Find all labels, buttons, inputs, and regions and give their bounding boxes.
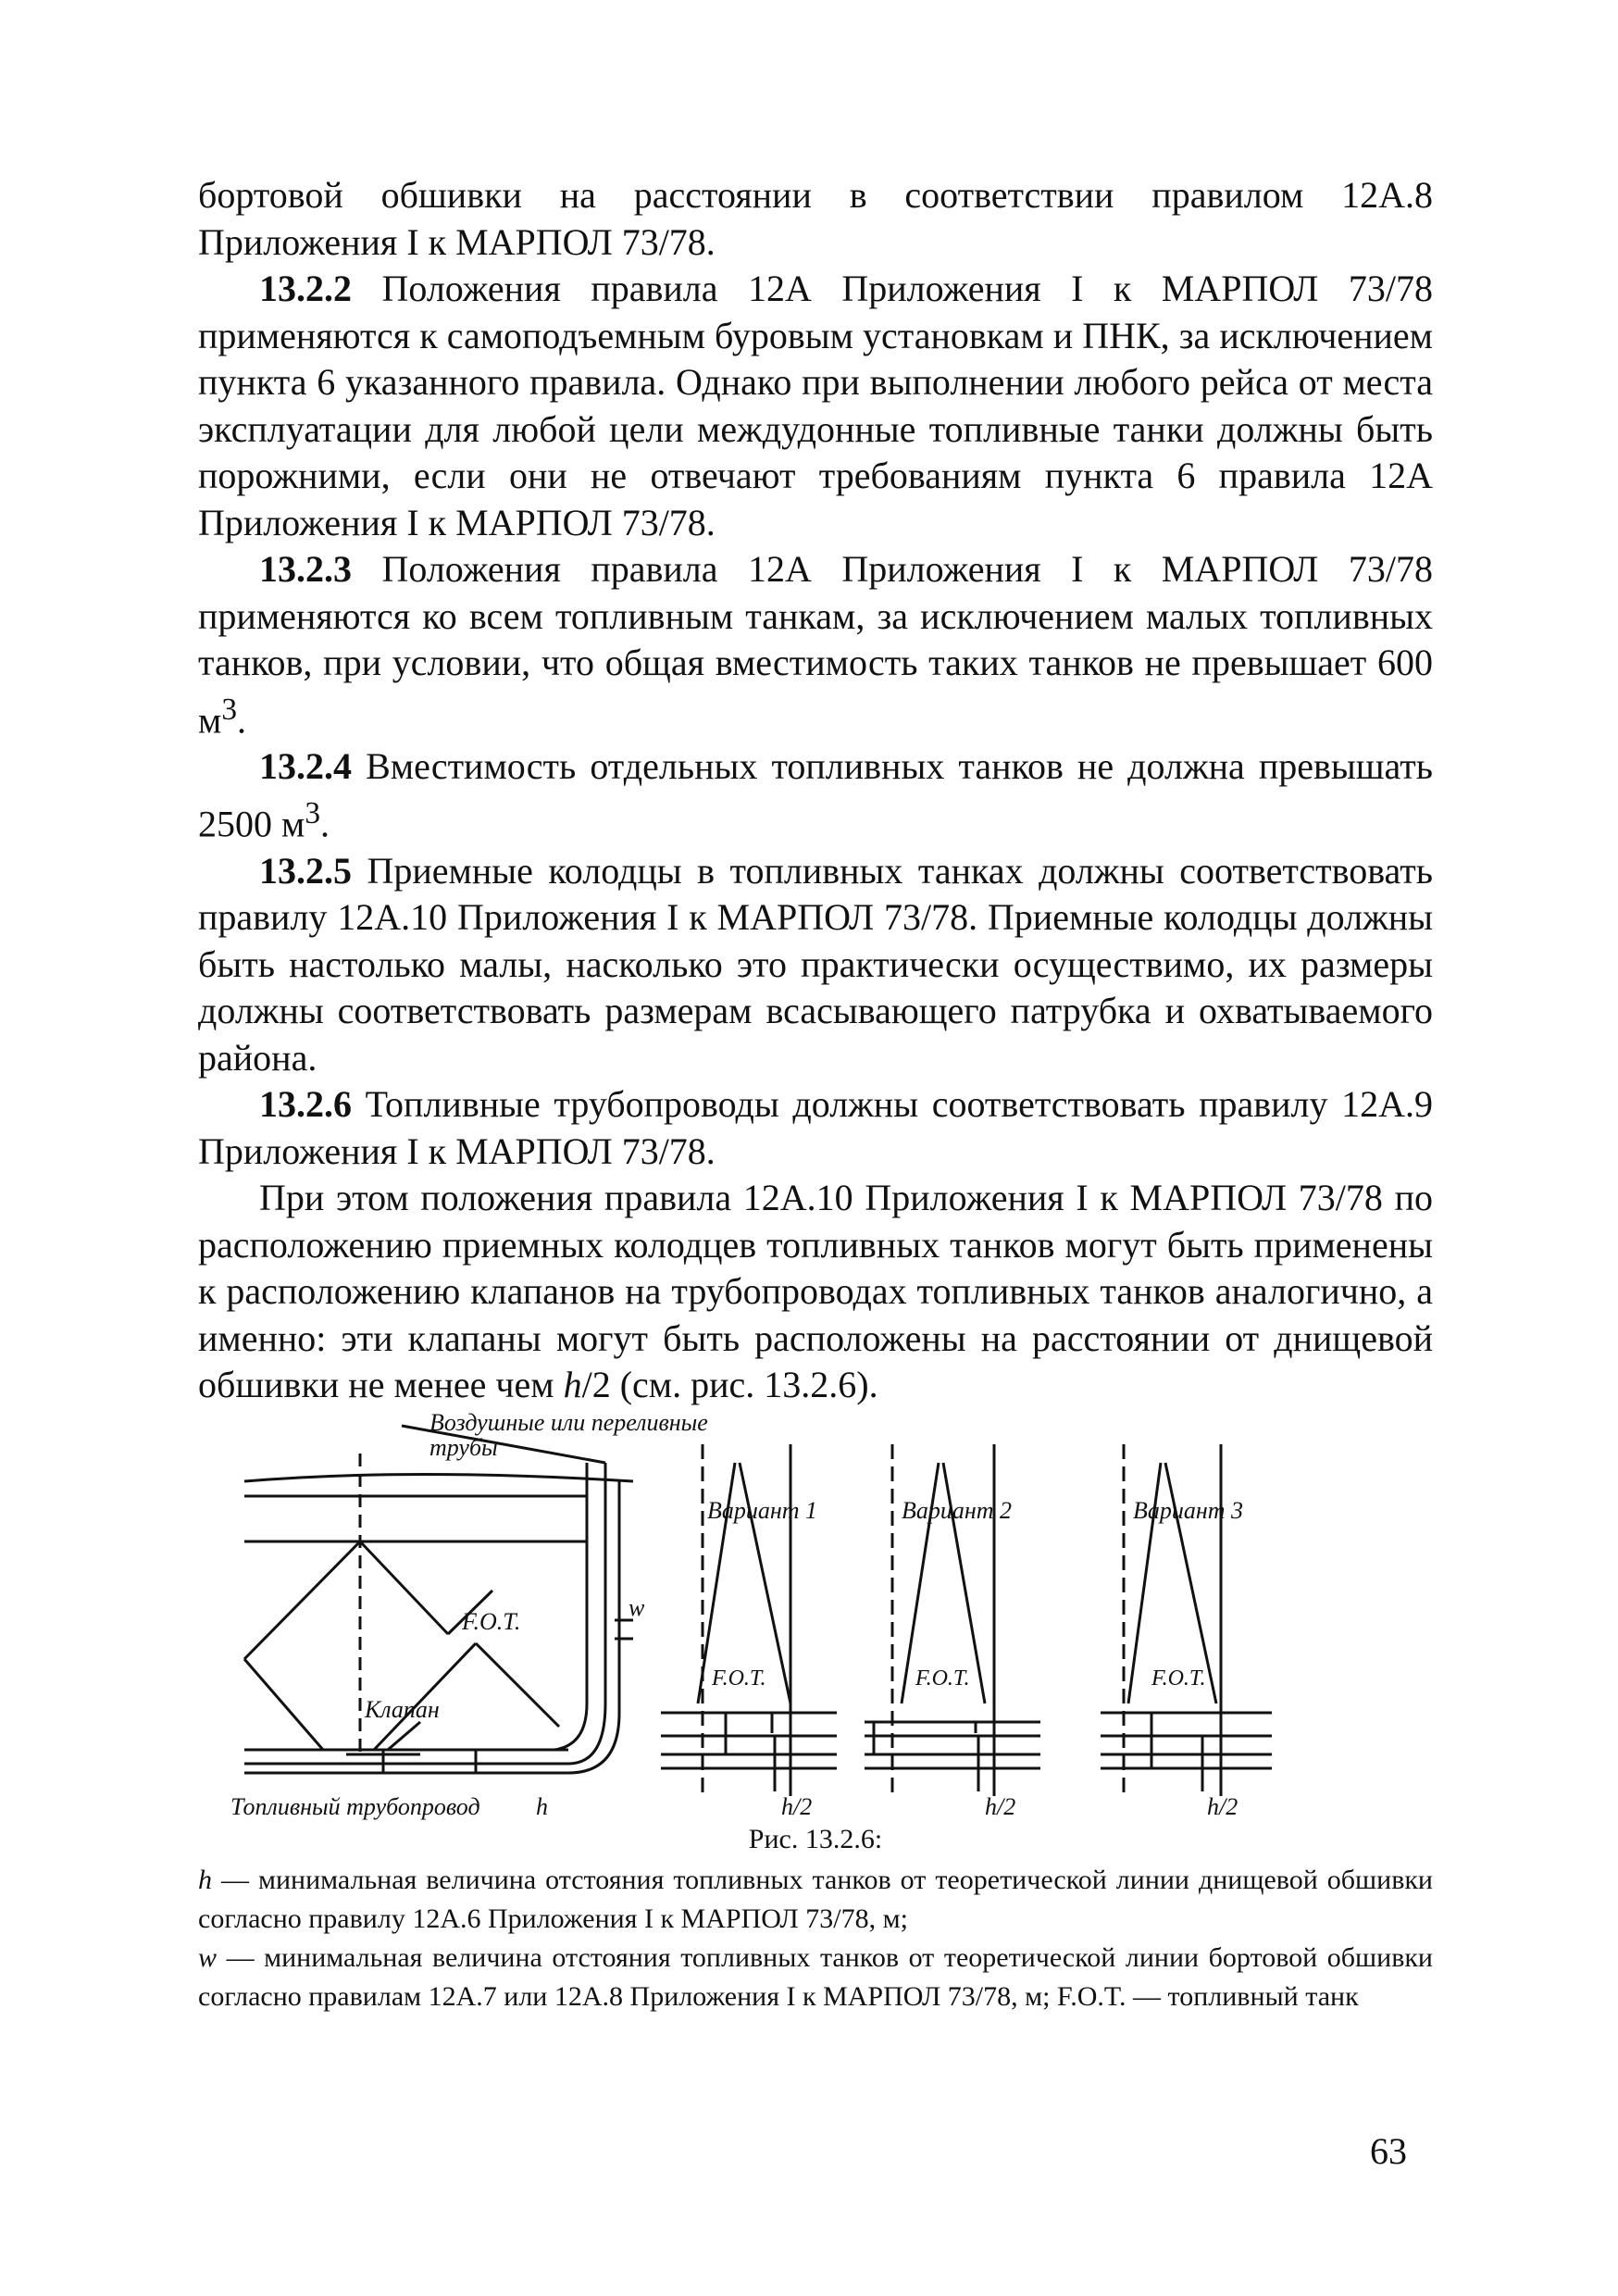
caption-h-definition: h — минимальная величина отстояния топливных танков от теоретической линии днищевой обшивки согласно правилу 12А.6 Приложения I к МАРПОЛ 73/78, м; bbox=[198, 1865, 1433, 1934]
label-h2-v2: h/2 bbox=[985, 1793, 1016, 1820]
clause-number: 13.2.4 bbox=[259, 745, 352, 788]
paragraph-13-2-4: 13.2.4 Вместимость отдельных топливных танков не должна превышать 2500 $м^3$. bbox=[198, 745, 1433, 845]
paragraph-13-2-2: 13.2.2 Положения правила 12А Приложения I к МАРПОЛ 73/78 применяются к самоподъемным буровым установкам и ПНК, за исключением пункта 6 указанного правила. Однако при выполнении любого рейса от места эксплуатации для любой цели междудонные топливные танки должны быть порожними, если они не отвечают требованиям пункта 6 правила 12А Приложения I к МАРПОЛ 73/78. bbox=[198, 268, 1433, 543]
label-fot-v1: F.O.T. bbox=[712, 1666, 766, 1691]
label-fuel-pipe: Топливный трубопровод bbox=[230, 1793, 480, 1820]
label-h2-v1: h/2 bbox=[781, 1793, 813, 1820]
clause-number: 13.2.6 bbox=[259, 1083, 352, 1126]
paragraph-note: При этом положения правила 12А.10 Приложения I к МАРПОЛ 73/78 по расположению приемных колодцев топливных танков могут быть применены к расположению клапанов на трубопроводах топливных танков аналогично, а именно: эти клапаны могут быть расположены на расстоянии от днищевой обшивки не менее чем h/2 (см. рис. 13.2.6). bbox=[198, 1177, 1433, 1406]
label-valve: Клапан bbox=[365, 1696, 440, 1723]
paragraph-13-2-6: 13.2.6 Топливные трубопроводы должны соответствовать правилу 12А.9 Приложения I к МАРПОЛ 73/78. bbox=[198, 1083, 1433, 1172]
clause-number: 13.2.5 bbox=[259, 849, 352, 892]
paragraph-13-2-3: 13.2.3 Положения правила 12А Приложения I к МАРПОЛ 73/78 применяются ко всем топливным танкам, за исключением малых топливных танков, при условии, что общая вместимость таких танков не превышает 600 $м^3$. bbox=[198, 548, 1433, 741]
caption-w-definition: w — минимальная величина отстояния топливных танков от теоретической линии бортовой обшивки согласно правилам 12А.7 или 12А.8 Приложения I к МАРПОЛ 73/78, м; F.O.T. — топливный танк bbox=[198, 1942, 1433, 2012]
figure-13-2-6 bbox=[198, 1407, 1433, 1833]
page-number: 63 bbox=[1370, 2130, 1407, 2172]
caption-title: Рис. 13.2.6: bbox=[748, 1824, 883, 1854]
label-h: h bbox=[536, 1793, 548, 1820]
clause-number: 13.2.2 bbox=[259, 268, 352, 309]
paragraph-continuation: бортовой обшивки на расстоянии в соответствии правилом 12А.8 Приложения I к МАРПОЛ 73/78. bbox=[198, 174, 1433, 263]
figure-diagram bbox=[198, 1407, 1433, 1833]
label-variant-1: Вариант 1 bbox=[707, 1497, 818, 1524]
label-fot-v2: F.O.T. bbox=[915, 1666, 970, 1691]
paragraph-13-2-5: 13.2.5 Приемные колодцы в топливных танках должны соответствовать правилу 12А.10 Приложения I к МАРПОЛ 73/78. Приемные колодцы должны быть настолько малы, насколько это практически осуществимо, их размеры должны соответствовать размерам всасывающего патрубка и охватываемого района. bbox=[198, 849, 1433, 1079]
label-air-pipes: Воздушные или переливные bbox=[429, 1409, 708, 1436]
deck-line bbox=[244, 1475, 633, 1482]
bilge-curve bbox=[554, 1703, 587, 1750]
label-h2-v3: h/2 bbox=[1207, 1793, 1238, 1820]
label-fot: F.O.T. bbox=[462, 1608, 521, 1635]
label-variant-2: Вариант 2 bbox=[902, 1497, 1013, 1524]
label-w: w bbox=[629, 1594, 645, 1621]
label-fot-v3: F.O.T. bbox=[1151, 1666, 1206, 1691]
clause-number: 13.2.3 bbox=[259, 548, 352, 590]
figure-caption bbox=[198, 1824, 1433, 2016]
label-air-pipes-2: трубы bbox=[429, 1434, 498, 1461]
body-text bbox=[198, 172, 1433, 1409]
label-variant-3: Вариант 3 bbox=[1133, 1497, 1244, 1524]
